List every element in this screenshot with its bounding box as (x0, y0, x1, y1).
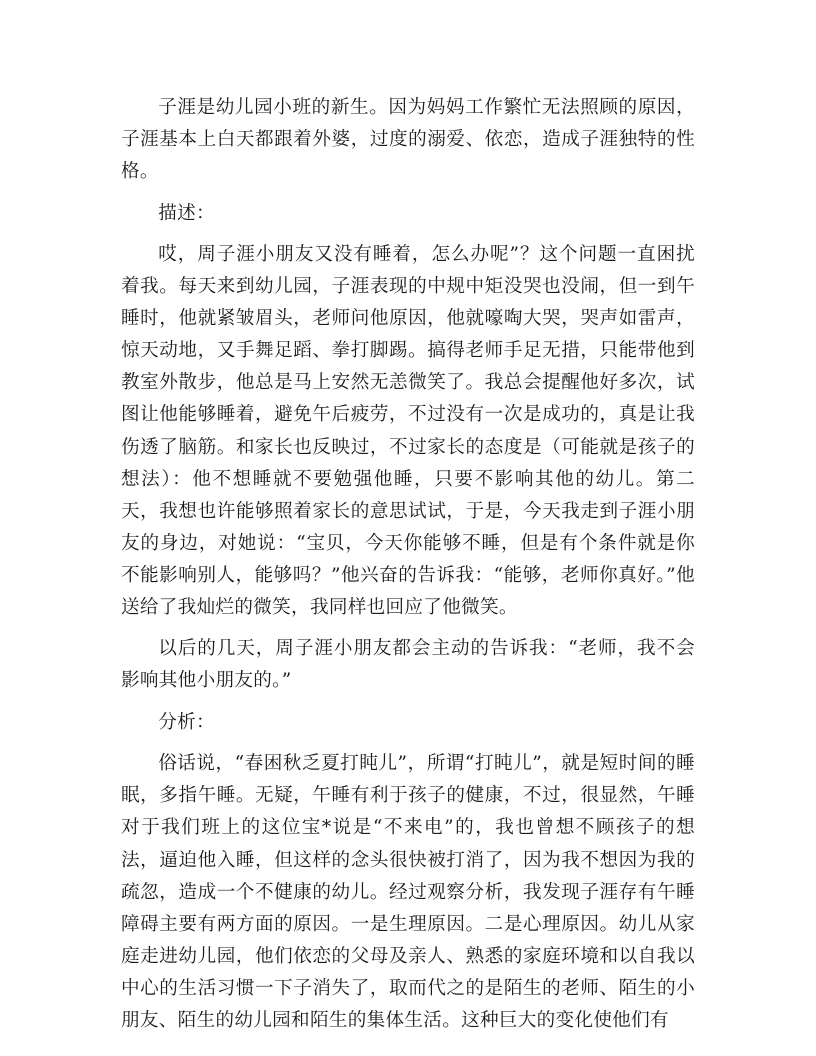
heading-description: 描述： (158, 202, 215, 224)
paragraph-intro: 子涯是幼儿园小班的新生。因为妈妈工作繁忙无法照顾的原因，子涯基本上白天都跟着外婆，过度的溺爱、依恋，造成子涯独特的性格。 (121, 97, 695, 183)
heading-analysis: 分析： (158, 711, 215, 733)
document-body (121, 92, 695, 1046)
paragraph-analysis: 俗话说，“春困秋乏夏打盹儿”，所谓“打盹儿”，就是短时间的睡眠，多指午睡。无疑，午睡有利于孩子的健康，不过，很显然，午睡对于我们班上的这位宝*说是“不来电”的，我也曾想不顾孩子的想法，逼迫他入睡，但这样的念头很快被打消了，因为我不想因为我的疏忽，造成一个不健康的幼儿。经过观察分析，我发现子涯存有午睡障碍主要有两方面的原因。一是生理原因。二是心理原因。幼儿从家庭走进幼儿园，他们依恋的父母及亲人、熟悉的家庭环境和以自我以中心的生活习惯一下子消失了，取而代之的是陌生的老师、陌生的小朋友、陌生的幼儿园和陌生的集体生活。这种巨大的变化使他们有 (121, 753, 695, 1032)
paragraph-followup: 以后的几天，周子涯小朋友都会主动的告诉我：“老师，我不会影响其他小朋友的。” (121, 638, 695, 692)
paragraph-description: 哎，周子涯小朋友又没有睡着，怎么办呢”？这个问题一直困扰着我。每天来到幼儿园，子涯表现的中规中矩没哭也没闹，但一到午睡时，他就紧皱眉头，老师问他原因，他就嚎啕大哭，哭声如雷声，惊天动地，又手舞足蹈、拳打脚踢。搞得老师手足无措，只能带他到教室外散步，他总是马上安然无恙微笑了。我总会提醒他好多次，试图让他能够睡着，避免午后疲劳，不过没有一次是成功的，真是让我伤透了脑筋。和家长也反映过，不过家长的态度是（可能就是孩子的想法）：他不想睡就不要勉强他睡，只要不影响其他的幼儿。第二天，我想也许能够照着家长的意思试试，于是，今天我走到子涯小朋友的身边，对她说：“宝贝，今天你能够不睡，但是有个条件就是你不能影响别人，能够吗？”他兴奋的告诉我：“能够，老师你真好。”他送给了我灿烂的微笑，我同样也回应了他微笑。 (121, 243, 695, 618)
